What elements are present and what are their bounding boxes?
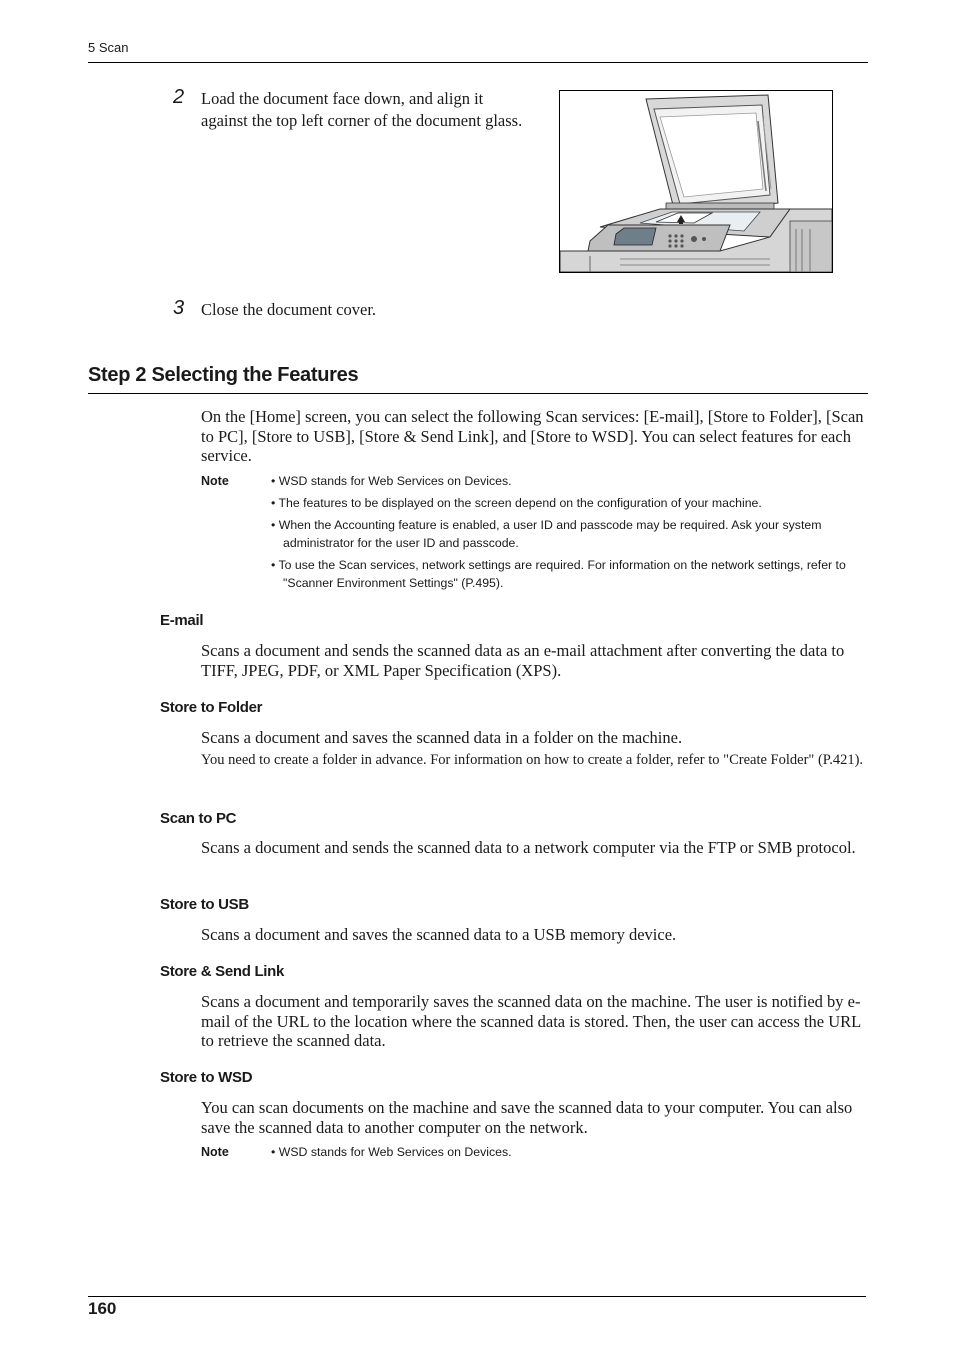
note-item: • When the Accounting feature is enabled, a user ID and passcode may be required. Ask your system administrator for the user ID and passcode. — [271, 518, 822, 550]
section-heading: Step 2 Selecting the Features — [88, 364, 359, 386]
email-description: Scans a document and sends the scanned data as an e-mail attachment after converting the data to TIFF, JPEG, PDF, or XML Paper Specification (XPS). — [201, 641, 845, 680]
section-intro: On the [Home] screen, you can select the following Scan services: [E-mail], [Store to Folder], [Scan to PC], [Store to USB], [Store & Send Link], and [Store to WSD]. You can select features for each service. — [201, 407, 864, 465]
subheading-email: E-mail — [160, 612, 204, 629]
running-head: 5 Scan — [88, 40, 129, 55]
scan-to-pc-description: Scans a document and sends the scanned data to a network computer via the FTP or SMB protocol. — [201, 838, 856, 857]
step-number: 2 — [173, 86, 185, 108]
page-number: 160 — [88, 1299, 117, 1318]
note-item: • The features to be displayed on the screen depend on the configuration of your machine. — [271, 496, 762, 510]
note-label: Note — [201, 474, 229, 488]
note-label: Note — [201, 1145, 229, 1159]
subheading-store-and-send-link: Store & Send Link — [160, 963, 285, 980]
note-item: • To use the Scan services, network settings are required. For information on the network settings, refer to "Scanner Environment Settings" (P.495). — [271, 558, 846, 590]
step-text: Load the document face down, and align it against the top left corner of the document glass. — [201, 89, 523, 130]
store-to-folder-extra: You need to create a folder in advance. For information on how to create a folder, refer to "Create Folder" (P.421). — [201, 752, 864, 768]
subheading-scan-to-pc: Scan to PC — [160, 810, 237, 827]
note-item: • WSD stands for Web Services on Devices. — [271, 474, 512, 488]
header-rule — [88, 62, 868, 63]
subheading-store-to-wsd: Store to WSD — [160, 1069, 253, 1086]
footer-rule — [88, 1296, 866, 1297]
store-and-send-link-description: Scans a document and temporarily saves the scanned data on the machine. The user is notified by e-mail of the URL to the location where the scanned data is stored. Then, the user can access the URL to retrieve the scanned data. — [201, 992, 861, 1050]
step-number: 3 — [173, 297, 185, 319]
store-to-usb-description: Scans a document and saves the scanned data to a USB memory device. — [201, 925, 677, 944]
step-text: Close the document cover. — [201, 300, 377, 319]
scanner-illustration — [559, 90, 833, 273]
store-to-wsd-description: You can scan documents on the machine and save the scanned data to your computer. You can also save the scanned data to another computer on the network. — [201, 1098, 853, 1137]
section-rule — [88, 393, 868, 394]
note-item: • WSD stands for Web Services on Devices. — [271, 1145, 512, 1159]
subheading-store-to-folder: Store to Folder — [160, 699, 263, 716]
store-to-folder-description: Scans a document and saves the scanned data in a folder on the machine. — [201, 728, 683, 747]
subheading-store-to-usb: Store to USB — [160, 896, 249, 913]
